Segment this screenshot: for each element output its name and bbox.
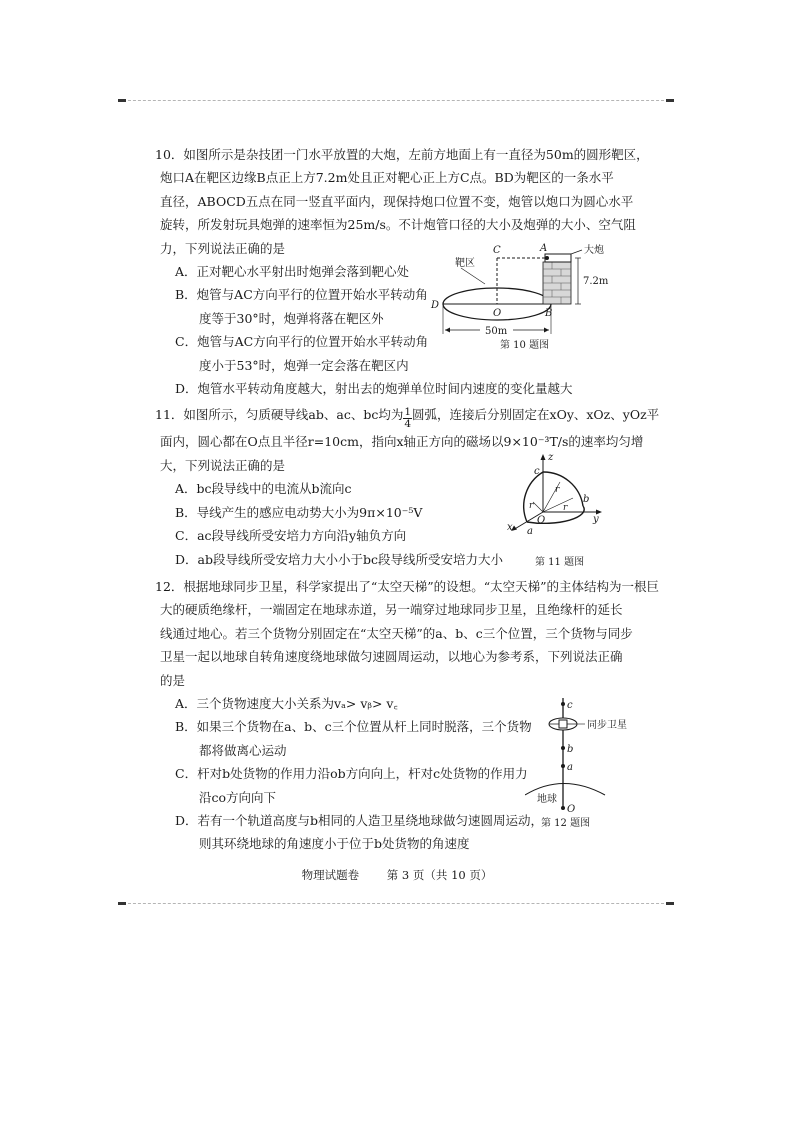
figure-10-diagram (425, 240, 620, 355)
footer-subject: 物理试题卷 (301, 868, 360, 882)
q12-option-a: A．三个货物速度大小关系为vₐ> vᵦ> v꜀ (175, 695, 398, 711)
figure-12 (525, 690, 635, 834)
page-footer (0, 867, 794, 883)
q10-option-b-cont: 度等于30°时，炮弹将落在靶区外 (199, 310, 384, 326)
label-b-cargo: b (567, 744, 574, 755)
figure-11-caption: 第 11 题图 (535, 557, 585, 568)
label-c-point: c (534, 466, 540, 477)
q12-option-d-cont: 则其环绕地球的角速度小于位于b处货物的角速度 (199, 836, 470, 852)
label-a-point: a (527, 526, 533, 537)
q12-option-c-cont: 沿co方向向下 (199, 789, 277, 805)
label-r-1: r (555, 485, 560, 495)
q11-text-post: 圆弧，连接后分别固定在xOy、xOz、yOz平 (412, 407, 660, 423)
label-z: z (548, 452, 554, 463)
q11-option-a: A．bc段导线中的电流从b流向c (175, 481, 352, 497)
q12-line: 大的硬质绝缘杆，一端固定在地球赤道，另一端穿过地球同步卫星，且绝缘杆的延长 (160, 602, 623, 618)
label-cannon: 大炮 (584, 245, 604, 256)
label-target-area: 靶区 (455, 258, 475, 269)
label-a: A (540, 243, 548, 254)
q10-option-c-cont: 度小于53°时，炮弹一定会落在靶区内 (199, 357, 409, 373)
label-diameter: 50m (485, 326, 508, 337)
cargo-c (561, 702, 565, 706)
q10-line: 直径，ABOCD五点在同一竖直平面内，现保持炮口位置不变，炮管以炮口为圆心水平 (160, 193, 634, 209)
bottom-right-mark (666, 902, 674, 905)
q12-option-c: C．杆对b处货物的作用力沿ob方向向上，杆对c处货物的作用力 (175, 766, 528, 782)
q11-option-d: D．ab段导线所受安培力大小小于bc段导线所受安培力大小 (175, 551, 503, 567)
label-earth-center: O (567, 804, 576, 815)
radius-line-3 (533, 502, 543, 512)
label-earth: 地球 (537, 794, 557, 805)
q10-option-c: C．炮管与AC方向平行的位置开始水平转动角 (175, 334, 429, 350)
cargo-b (561, 746, 565, 750)
q10-option-b: B．炮管与AC方向平行的位置开始水平转动角 (175, 287, 428, 303)
label-r-3: r (529, 501, 534, 511)
label-b: B (545, 308, 553, 319)
q11-option-c: C．ac段导线所受安培力方向沿y轴负方向 (175, 528, 407, 544)
label-geo-satellite: 同步卫星 (587, 720, 627, 731)
cargo-a (561, 764, 565, 768)
q10-option-a: A．正对靶心水平射出时炮弹会落到靶心处 (175, 264, 410, 280)
cannon-leader-line (571, 250, 582, 254)
label-x: x (507, 522, 513, 533)
q10-line: 力，下列说法正确的是 (160, 240, 286, 256)
label-o: O (493, 308, 502, 319)
fraction-numerator: 1 (404, 406, 412, 419)
figure-12-diagram (525, 690, 635, 830)
label-c: C (493, 245, 501, 256)
q11-option-b: B．导线产生的感应电动势大小为9π×10⁻⁵V (175, 504, 423, 520)
figure-10-caption: 第 10 题图 (500, 340, 550, 351)
label-r-2: r (563, 503, 568, 513)
q12-line: 线通过地心。若三个货物分别固定在“太空天梯”的a、b、c三个位置，三个货物与同步 (160, 625, 633, 641)
fraction-denominator: 4 (404, 418, 412, 431)
arc-ab (527, 506, 584, 523)
radius-line-2 (543, 498, 573, 512)
label-d: D (431, 300, 440, 311)
figure-11-diagram (505, 450, 610, 545)
bottom-dashed-rule (118, 903, 674, 904)
target-leader-line (461, 268, 485, 284)
top-dashed-rule (118, 100, 674, 101)
q11-line: 面内，圆心都在O点且半径r=10cm，指向x轴正方向的磁场以9×10⁻³T/s的速率均匀增 (160, 434, 644, 450)
label-a-cargo: a (567, 762, 573, 773)
label-c-cargo: c (567, 700, 573, 711)
quarter-fraction (403, 407, 412, 430)
q10-line: 炮口A在靶区边缘B点正上方7.2m处且正对靶心正上方C点。BD为靶区的一条水平 (160, 170, 614, 186)
q10-option-d: D．炮管水平转动角度越大，射出去的炮弹单位时间内速度的变化量越大 (175, 381, 573, 397)
top-right-mark (666, 99, 674, 102)
q11-line-1 (155, 403, 675, 430)
q11-line: 大，下列说法正确的是 (160, 457, 286, 473)
q12-line: 卫星一起以地球自转角速度绕地球做匀速圆周运动，以地心为参考系，下列说法正确 (160, 649, 623, 665)
figure-11 (505, 450, 610, 549)
figure-12-caption: 第 12 题图 (541, 818, 591, 829)
label-b-point: b (583, 494, 590, 505)
geo-satellite (559, 720, 567, 728)
label-height: 7.2m (583, 276, 609, 287)
q12-line: 12．根据地球同步卫星，科学家提出了“太空天梯”的设想。“太空天梯”的主体结构为一根巨 (155, 578, 659, 594)
earth-center (561, 806, 565, 810)
q12-option-d: D．若有一个轨道高度与b相同的人造卫星绕地球做匀速圆周运动， (175, 812, 544, 828)
muzzle-point-a (545, 256, 549, 260)
q10-line: 旋转，所发射玩具炮弹的速率恒为25m/s。不计炮管口径的大小及炮弹的大小、空气阻 (160, 217, 636, 233)
q11-text-pre: 11．如图所示，匀质硬导线ab、ac、bc均为 (155, 407, 404, 423)
top-left-mark (118, 99, 126, 102)
footer-page-number: 第 3 页（共 10 页） (386, 868, 493, 882)
figure-10 (425, 240, 620, 359)
q12-option-b-cont: 都将做离心运动 (199, 742, 287, 758)
q10-line: 10．如图所示是杂技团一门水平放置的大炮，左前方地面上有一直径为50m的圆形靶区， (155, 147, 649, 162)
q12-option-b: B．如果三个货物在a、b、c三个位置从杆上同时脱落，三个货物 (175, 719, 532, 735)
q12-line: 的是 (160, 672, 186, 688)
bottom-left-mark (118, 902, 126, 905)
label-origin: O (537, 515, 546, 526)
label-y: y (593, 514, 599, 525)
